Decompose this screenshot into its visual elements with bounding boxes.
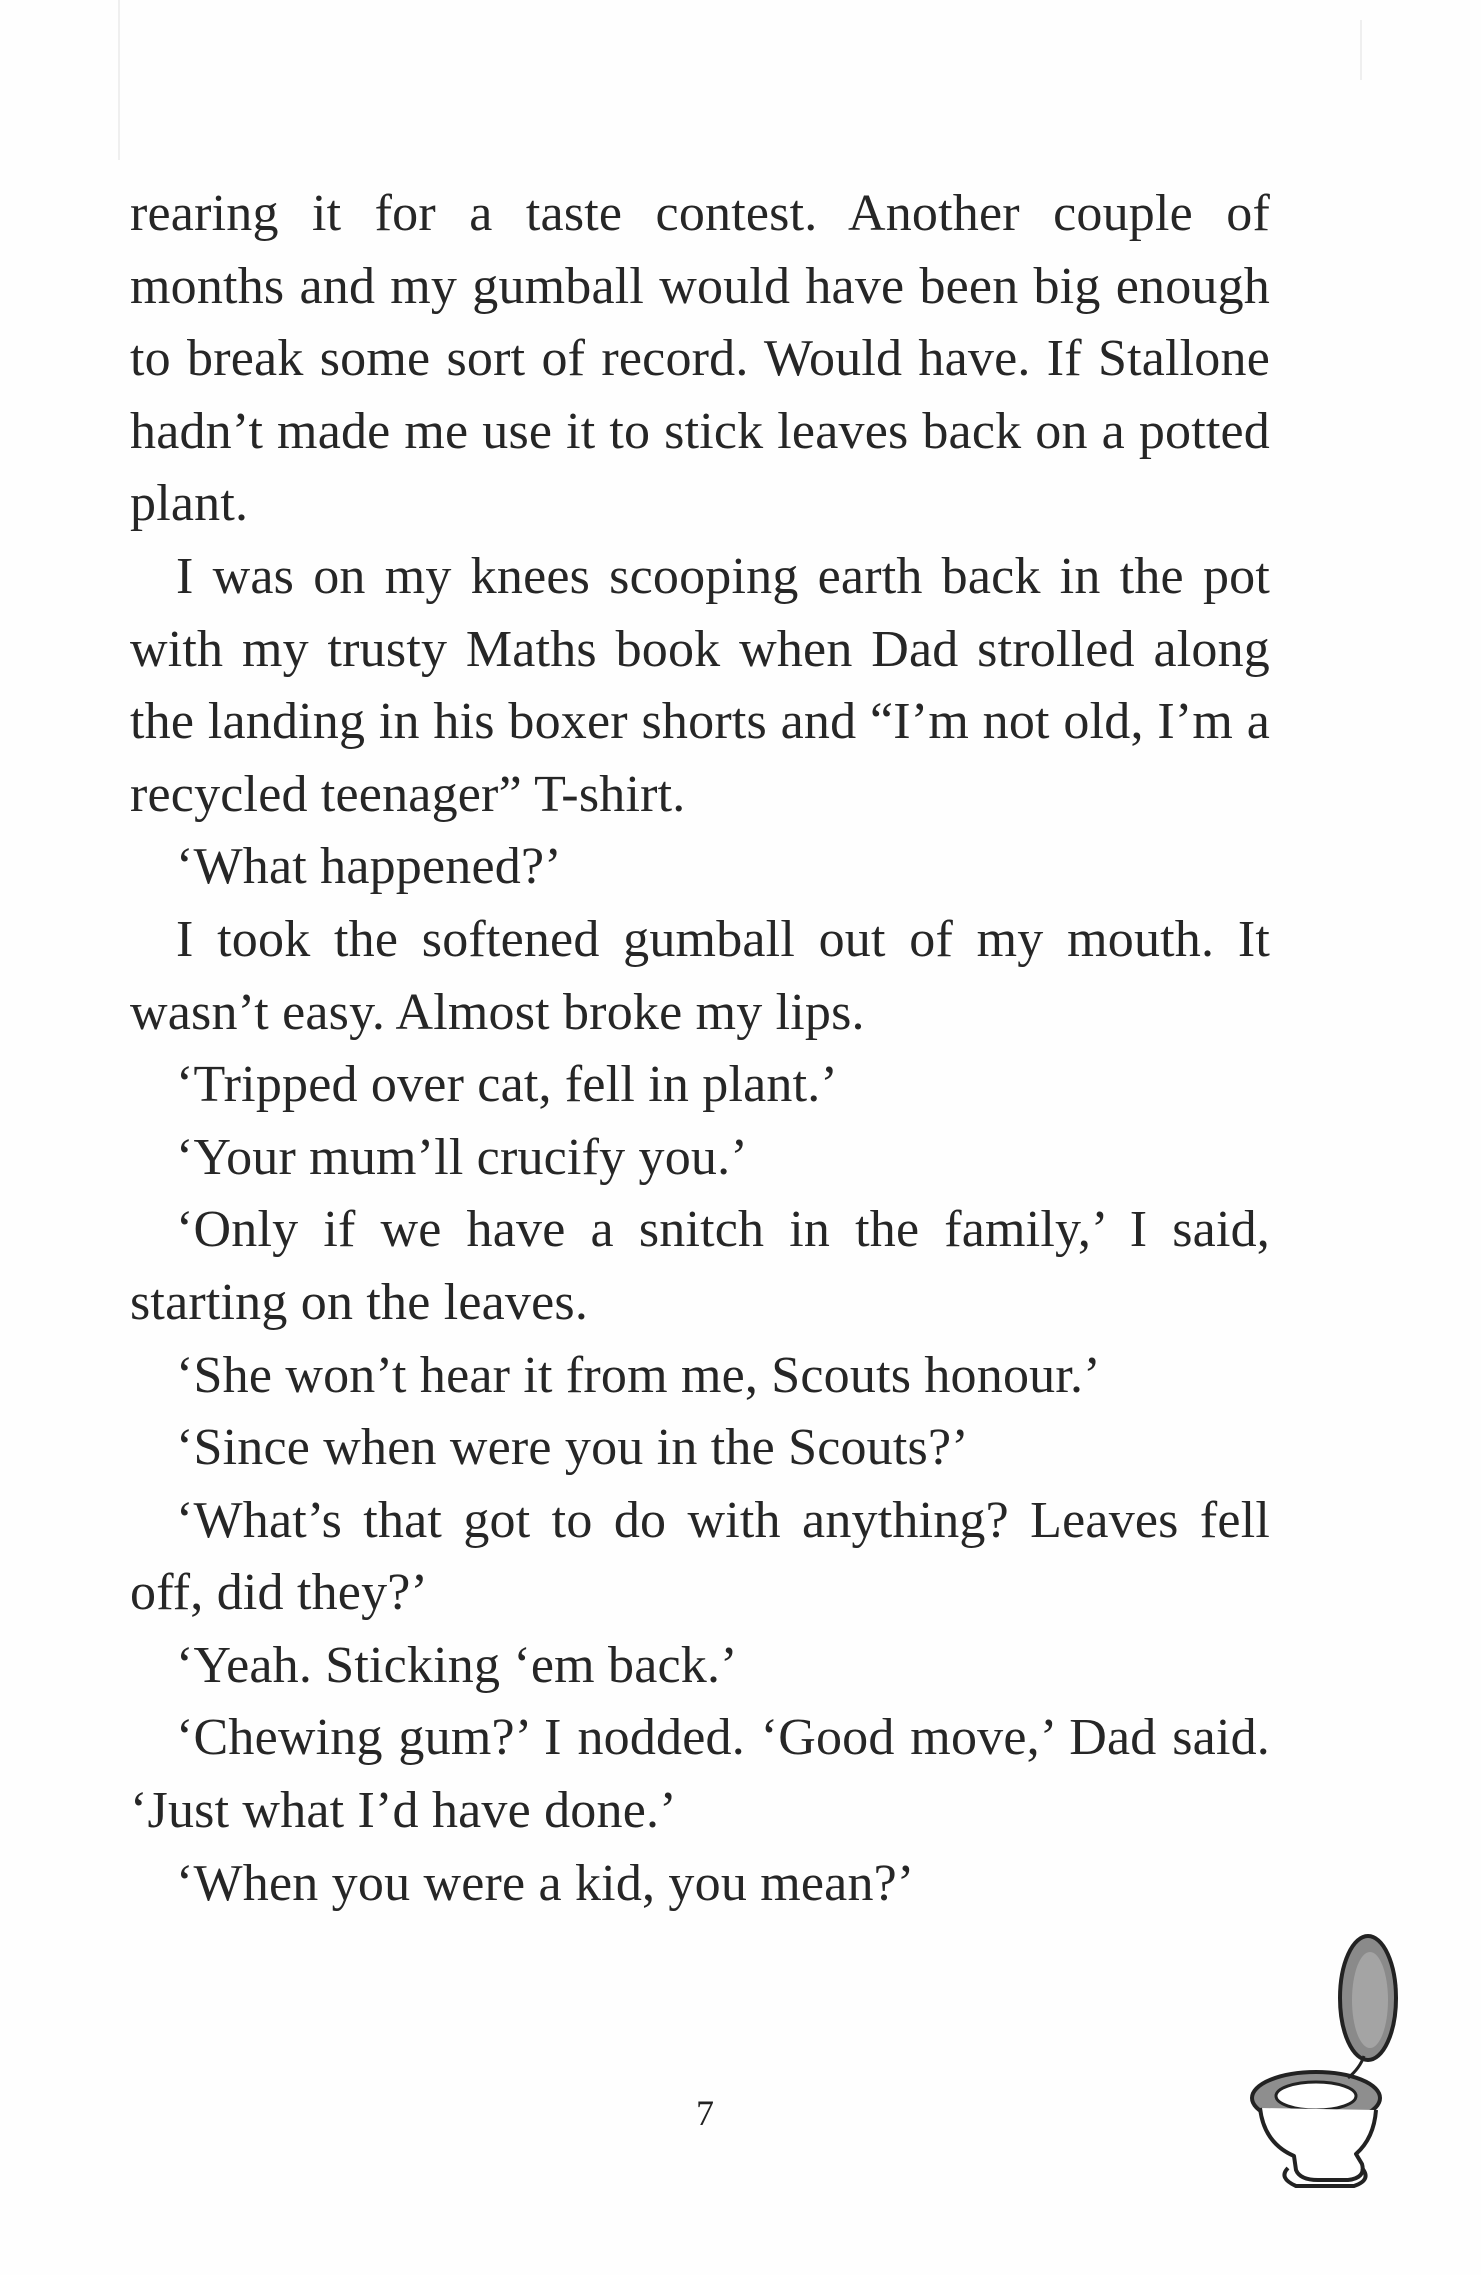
- paragraph: I was on my knees scooping earth back in the pot with my trusty Maths book when Dad strolled along the landing in his boxer shorts and “I’m not old, I’m a recycled teenager” T-shirt.: [130, 547, 1270, 823]
- paragraph: ‘When you were a kid, you mean?’: [176, 1854, 915, 1912]
- scan-artifact: [118, 0, 120, 160]
- page-number: 7: [696, 2093, 714, 2133]
- paragraph: ‘Since when were you in the Scouts?’: [176, 1419, 969, 1477]
- paragraph: rearing it for a taste contest. Another couple of months and my gumball would have been big enough to break some sort of record. Would have. If Stallone hadn’t made me use it to stick leaves back on a potted plant.: [130, 185, 1270, 533]
- paragraph: ‘She won’t hear it from me, Scouts honour.’: [176, 1346, 1101, 1404]
- paragraph: ‘What happened?’: [176, 838, 562, 896]
- paragraph: ‘Chewing gum?’ I nodded. ‘Good move,’ Dad said. ‘Just what I’d have done.’: [130, 1709, 1270, 1840]
- paragraph: ‘Your mum’ll crucify you.’: [176, 1128, 748, 1186]
- toilet-icon: [1238, 1928, 1424, 2188]
- scan-artifact: [1360, 20, 1362, 80]
- paragraph: ‘Yeah. Sticking ‘em back.’: [176, 1636, 738, 1694]
- paragraph: ‘What’s that got to do with anything? Leaves fell off, did they?’: [130, 1491, 1270, 1622]
- paragraph: ‘Tripped over cat, fell in plant.’: [176, 1056, 838, 1114]
- paragraph: I took the softened gumball out of my mouth. It wasn’t easy. Almost broke my lips.: [130, 910, 1270, 1041]
- paragraph: ‘Only if we have a snitch in the family,’ I said, starting on the leaves.: [130, 1201, 1270, 1331]
- body-text: [130, 178, 1270, 1920]
